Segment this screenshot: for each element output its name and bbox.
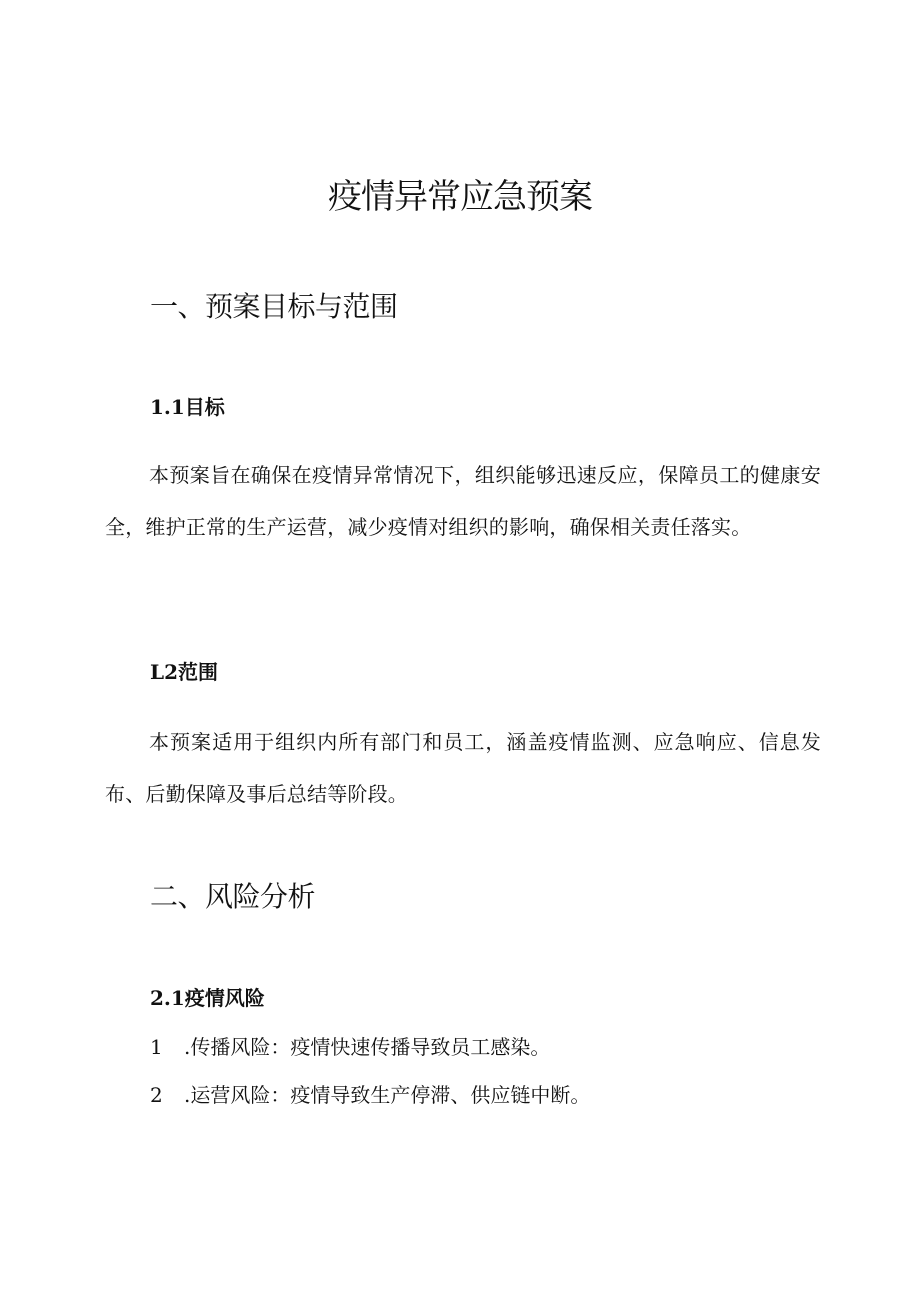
list-item-number: 1 xyxy=(150,1035,163,1059)
list-item-number: 2 xyxy=(150,1083,163,1107)
subsection-heading-scope: L2范围 xyxy=(150,660,218,684)
section-heading-goals-scope: 一、预案目标与范围 xyxy=(150,290,398,323)
scope-paragraph: 本预案适用于组织内所有部门和员工，涵盖疫情监测、应急响应、信息发布、后勤保障及事后总结等阶段。 xyxy=(105,730,821,806)
goal-paragraph: 本预案旨在确保在疫情异常情况下，组织能够迅速反应，保障员工的健康安全，维护正常的生产运营，减少疫情对组织的影响，确保相关责任落实。 xyxy=(105,463,821,539)
subsection-heading-goal: 1.1目标 xyxy=(150,395,225,419)
subsection-heading-epidemic-risk: 2.1疫情风险 xyxy=(150,986,265,1010)
list-item xyxy=(150,1080,590,1110)
document-title: 疫情异常应急预案 xyxy=(328,177,592,217)
section-heading-risk-analysis: 二、风险分析 xyxy=(150,880,316,913)
list-item-text: .运营风险：疫情导致生产停滞、供应链中断。 xyxy=(184,1083,591,1107)
list-item xyxy=(150,1032,550,1062)
list-item-text: .传播风险：疫情快速传播导致员工感染。 xyxy=(184,1035,551,1059)
